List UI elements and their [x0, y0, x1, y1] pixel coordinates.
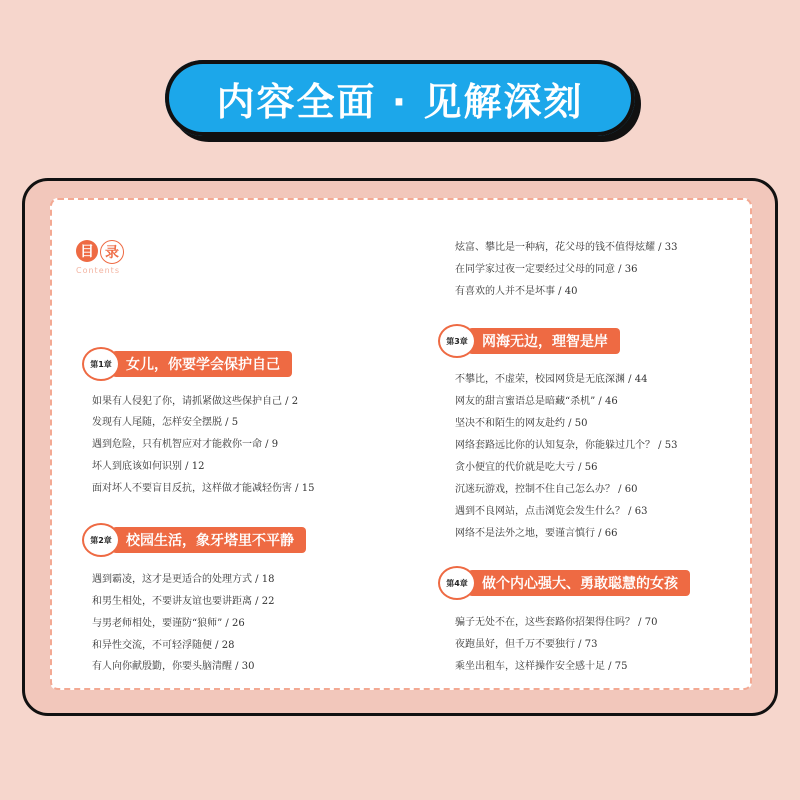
- toc-entry: 遇到霸凌，这才是更适合的处理方式 / 18: [92, 574, 275, 585]
- chapter-2-header: [82, 529, 306, 551]
- toc-title-char-2: 录: [100, 240, 124, 264]
- toc-entry: 面对坏人不要盲目反抗，这样做才能减轻伤害 / 15: [92, 483, 315, 494]
- toc-entry: 炫富、攀比是一种病，花父母的钱不值得炫耀 / 33: [455, 242, 678, 253]
- chapter-1-header: [82, 353, 292, 375]
- toc-entry: 坚决不和陌生的网友赴约 / 50: [455, 418, 588, 429]
- toc-entry: 在同学家过夜一定要经过父母的同意 / 36: [455, 264, 638, 275]
- toc-title: [76, 240, 124, 264]
- toc-entry: 夜跑虽好，但千万不要独行 / 73: [455, 639, 598, 650]
- toc-entry: 有喜欢的人并不是坏事 / 40: [455, 286, 578, 297]
- toc-entry: 与男老师相处，要谨防“狼师” / 26: [92, 618, 245, 629]
- toc-title-char-1: 目: [76, 240, 98, 262]
- toc-entry: 坏人到底该如何识别 / 12: [92, 461, 205, 472]
- toc-entry: 和男生相处，不要讲友谊也要讲距离 / 22: [92, 596, 275, 607]
- chapter-3-title: 网海无边，理智是岸: [468, 328, 620, 354]
- chapter-3-badge: 第3章: [438, 324, 476, 358]
- toc-entry: 和异性交流，不可轻浮随便 / 28: [92, 640, 235, 651]
- chapter-1-title: 女儿，你要学会保护自己: [112, 351, 292, 377]
- toc-entry: 骗子无处不在，这些套路你招架得住吗？ / 70: [455, 617, 658, 628]
- chapter-1-badge: 第1章: [82, 347, 120, 381]
- toc-entry: 网络套路远比你的认知复杂，你能躲过几个？ / 53: [455, 440, 678, 451]
- toc-entry: 不攀比，不虚荣，校园网贷是无底深渊 / 44: [455, 374, 648, 385]
- toc-subtitle: Contents: [76, 266, 120, 275]
- toc-entry: 网络不是法外之地，要谨言慎行 / 66: [455, 528, 618, 539]
- toc-entry: 如果有人侵犯了你，请抓紧做这些保护自己 / 2: [92, 396, 299, 407]
- toc-entry: 遇到不良网站，点击浏览会发生什么？ / 63: [455, 506, 648, 517]
- chapter-4-title: 做个内心强大、勇敢聪慧的女孩: [468, 570, 690, 596]
- toc-entry: 有人向你献殷勤，你要头脑清醒 / 30: [92, 661, 255, 672]
- toc-entry: 贪小便宜的代价就是吃大亏 / 56: [455, 462, 598, 473]
- headline-text: 内容全面 · 见解深刻: [216, 79, 584, 124]
- chapter-3-header: [438, 330, 620, 352]
- chapter-4-badge: 第4章: [438, 566, 476, 600]
- chapter-2-badge: 第2章: [82, 523, 120, 557]
- toc-entry: 网友的甜言蜜语总是暗藏“杀机” / 46: [455, 396, 618, 407]
- toc-entry: 遇到危险，只有机智应对才能救你一命 / 9: [92, 439, 279, 450]
- chapter-4-header: [438, 572, 690, 594]
- toc-entry: 沉迷玩游戏，控制不住自己怎么办？ / 60: [455, 484, 638, 495]
- chapter-2-title: 校园生活，象牙塔里不平静: [112, 527, 306, 553]
- toc-entry: 发现有人尾随，怎样安全摆脱 / 5: [92, 417, 239, 428]
- headline-banner: [165, 60, 635, 136]
- toc-entry: 乘坐出租车，这样操作安全感十足 / 75: [455, 661, 628, 672]
